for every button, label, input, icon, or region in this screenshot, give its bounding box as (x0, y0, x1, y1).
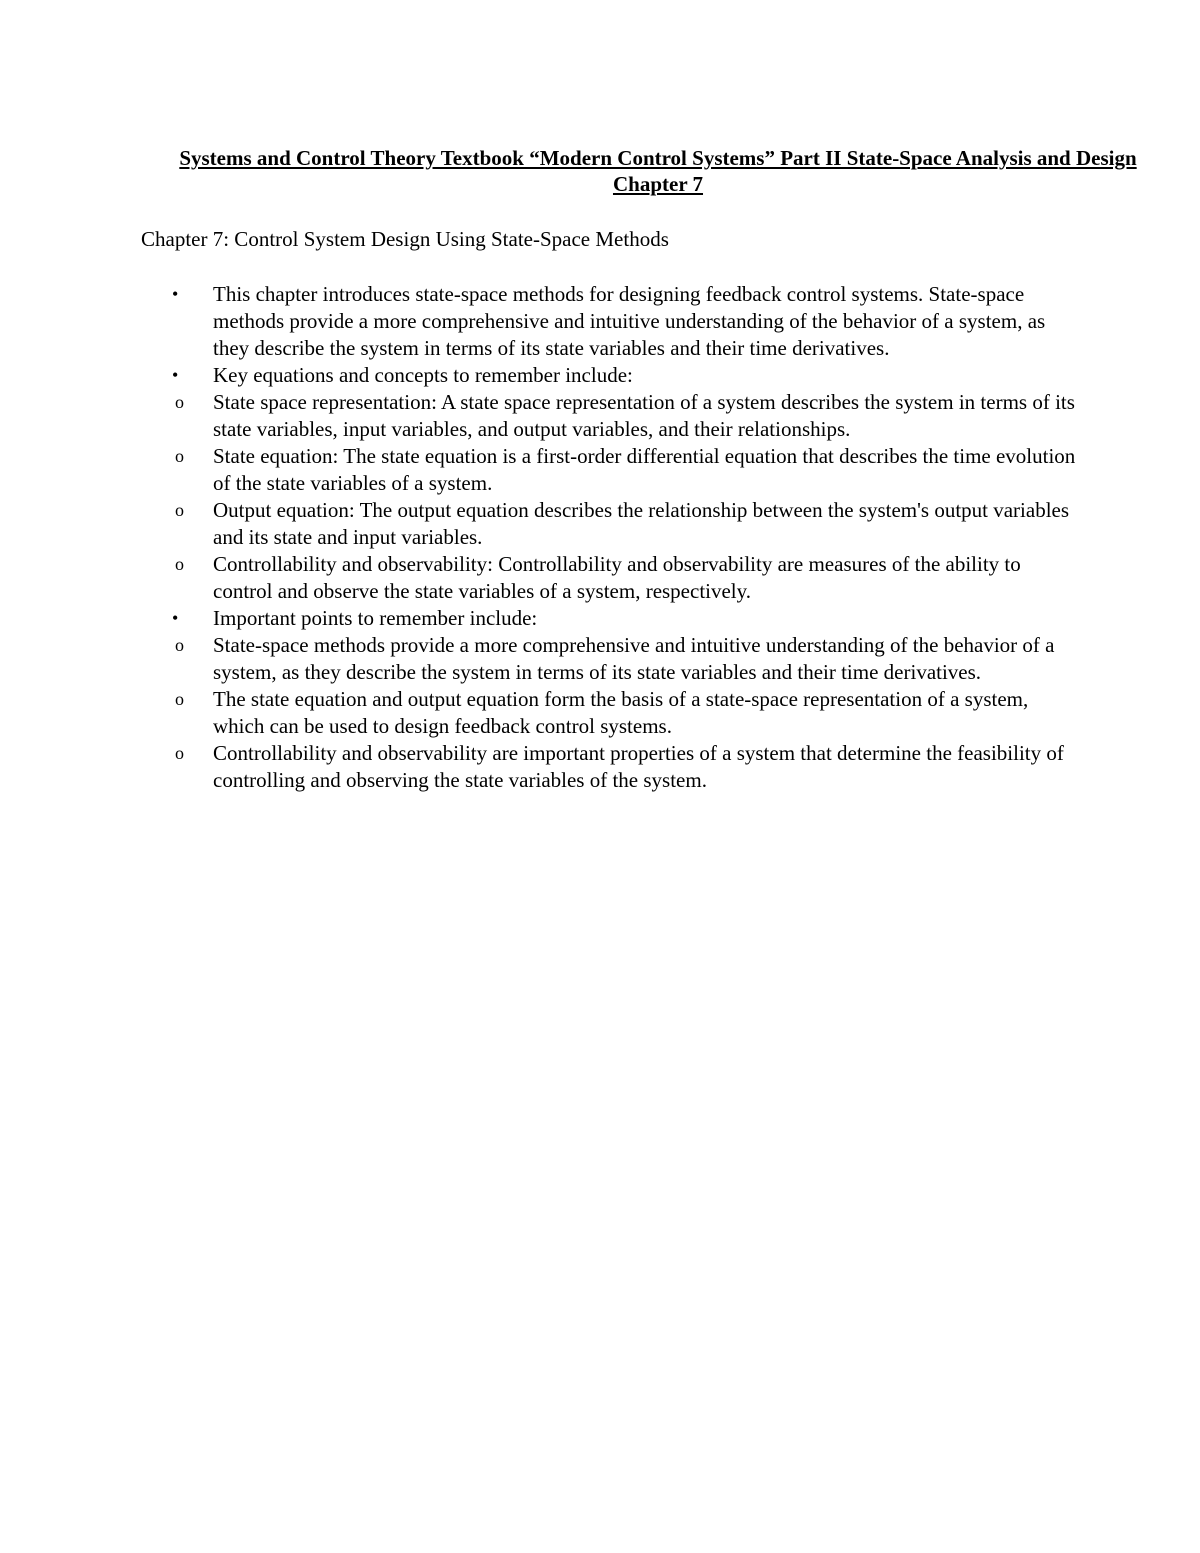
sub-list-item (143, 497, 1081, 551)
sub-list-item (143, 389, 1081, 443)
sub-list-item (143, 443, 1081, 497)
bullet-list (141, 281, 1081, 794)
sub-list-item-text: State-space methods provide a more comprehensive and intuitive understanding of the behavior of a system, as they describe the system in terms of its state variables and their time derivatives. (213, 633, 1055, 684)
sub-bullet-icon: o (175, 554, 184, 574)
sub-bullet-list (143, 632, 1081, 794)
sub-list-item-text: Output equation: The output equation describes the relationship between the system's output variables and its state and input variables. (213, 498, 1070, 549)
sub-list-item (143, 686, 1081, 740)
sub-list-item (143, 632, 1081, 686)
sub-list-wrapper (143, 389, 1081, 605)
document-title: Systems and Control Theory Textbook “Modern Control Systems” Part II State-Space Analysis and Design Chapter 7 (179, 146, 1137, 196)
sub-bullet-list (143, 389, 1081, 605)
sub-bullet-icon: o (175, 500, 184, 520)
sub-list-item-text: State equation: The state equation is a first-order differential equation that describes the time evolution of the state variables of a system. (213, 444, 1076, 495)
list-item (141, 605, 1081, 794)
sub-list-item (143, 551, 1081, 605)
sub-list-item (143, 740, 1081, 794)
sub-bullet-icon: o (175, 446, 184, 466)
bullet-icon: • (172, 365, 179, 385)
bullet-icon: • (172, 284, 179, 304)
sub-list-item-text: Controllability and observability are important properties of a system that determine the feasibility of controlling and observing the state variables of the system. (213, 741, 1064, 792)
list-item (141, 281, 1081, 362)
document-body (141, 281, 1081, 794)
list-item-text: This chapter introduces state-space methods for designing feedback control systems. State-space methods provide a more comprehensive and intuitive understanding of the behavior of a system, as they describe the system in terms of its state variables and their time derivatives. (213, 282, 1046, 360)
sub-list-item-text: The state equation and output equation form the basis of a state-space representation of a system, which can be used to design feedback control systems. (213, 687, 1029, 738)
list-item-text: Important points to remember include: (213, 606, 538, 630)
sub-list-item-text: Controllability and observability: Controllability and observability are measures of the ability to control and observe the state variables of a system, respectively. (213, 552, 1021, 603)
bullet-icon: • (172, 608, 179, 628)
list-item (141, 362, 1081, 605)
sub-bullet-icon: o (175, 635, 184, 655)
sub-bullet-icon: o (175, 743, 184, 763)
sub-list-item-text: State space representation: A state space representation of a system describes the system in terms of its state variables, input variables, and output variables, and their relationships. (213, 390, 1075, 441)
list-item-text: Key equations and concepts to remember include: (213, 363, 633, 387)
sub-bullet-icon: o (175, 689, 184, 709)
sub-list-wrapper (143, 632, 1081, 794)
sub-bullet-icon: o (175, 392, 184, 412)
chapter-heading: Chapter 7: Control System Design Using State-Space Methods (141, 227, 669, 251)
